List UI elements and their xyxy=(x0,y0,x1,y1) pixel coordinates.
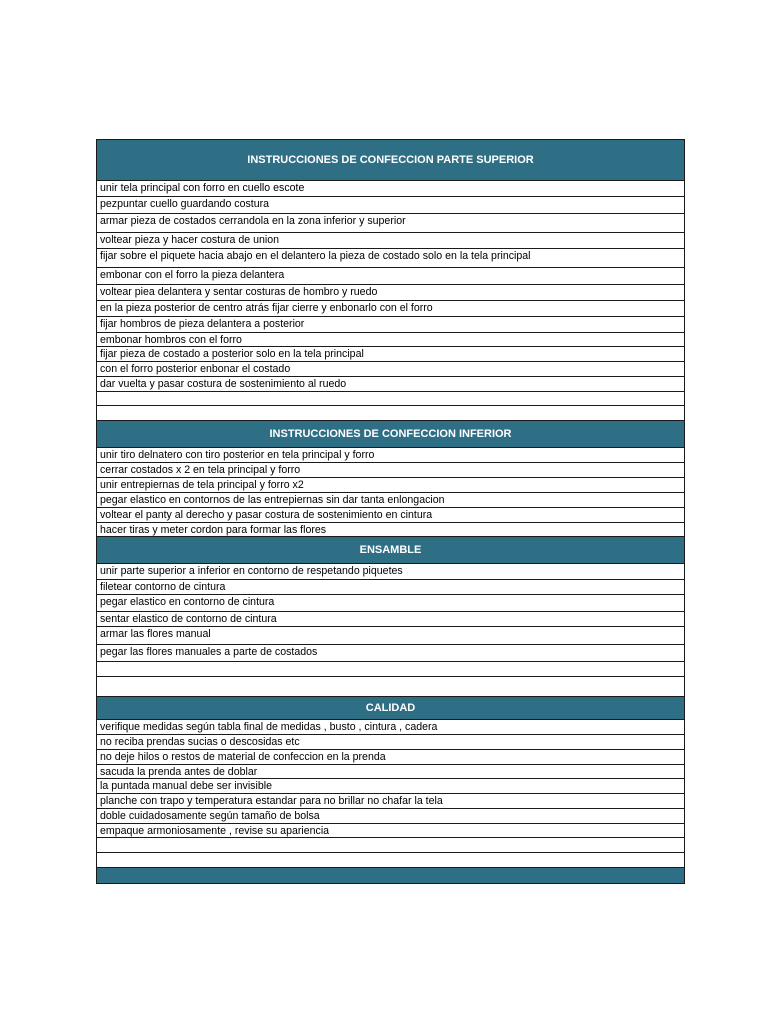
table-row: sentar elastico de contorno de cintura xyxy=(97,612,684,627)
table-row: unir tiro delnatero con tiro posterior en tela principal y forro xyxy=(97,448,684,463)
table-row: filetear contorno de cintura xyxy=(97,580,684,595)
section-header-inferior: INSTRUCCIONES DE CONFECCION INFERIOR xyxy=(97,421,684,448)
table-row: no deje hilos o restos de material de confeccion en la prenda xyxy=(97,750,684,765)
table-row: empaque armoniosamente , revise su apariencia xyxy=(97,824,684,838)
table-row xyxy=(97,406,684,421)
table-row xyxy=(97,838,684,853)
table-row: sacuda la prenda antes de doblar xyxy=(97,765,684,779)
table-row: con el forro posterior enbonar el costado xyxy=(97,362,684,377)
table-row xyxy=(97,853,684,868)
table-row: planche con trapo y temperatura estandar para no brillar no chafar la tela xyxy=(97,794,684,809)
table-row: armar pieza de costados cerrandola en la zona inferior y superior xyxy=(97,214,684,233)
table-row: fijar pieza de costado a posterior solo en la tela principal xyxy=(97,347,684,362)
table-row: unir parte superior a inferior en contorno de respetando piquetes xyxy=(97,564,684,580)
table-row: voltear pieza y hacer costura de union xyxy=(97,233,684,249)
table-row xyxy=(97,677,684,697)
table-row: pezpuntar cuello guardando costura xyxy=(97,197,684,214)
table-row: unir entrepiernas de tela principal y forro x2 xyxy=(97,478,684,493)
footer-band xyxy=(97,868,684,883)
section-header-calidad: CALIDAD xyxy=(97,697,684,720)
table-row: fijar sobre el piquete hacia abajo en el delantero la pieza de costado solo en la tela principal xyxy=(97,249,684,268)
table-row: la puntada manual debe ser invisible xyxy=(97,779,684,794)
table-row: dar vuelta y pasar costura de sostenimiento al ruedo xyxy=(97,377,684,392)
section-header-ensamble: ENSAMBLE xyxy=(97,537,684,564)
table-row: voltear el panty al derecho y pasar costura de sostenimiento en cintura xyxy=(97,508,684,523)
table-row: fijar hombros de pieza delantera a posterior xyxy=(97,317,684,333)
section-header-parte-superior: INSTRUCCIONES DE CONFECCION PARTE SUPERIOR xyxy=(97,140,684,181)
table-row xyxy=(97,392,684,406)
table-row: voltear piea delantera y sentar costuras de hombro y ruedo xyxy=(97,285,684,301)
table-row: pegar las flores manuales a parte de costados xyxy=(97,645,684,662)
table-row: unir tela principal con forro en cuello escote xyxy=(97,181,684,197)
table-row: verifique medidas según tabla final de medidas , busto , cintura , cadera xyxy=(97,720,684,735)
table-row: doble cuidadosamente según tamaño de bolsa xyxy=(97,809,684,824)
table-row: en la pieza posterior de centro atrás fijar cierre y enbonarlo con el forro xyxy=(97,301,684,317)
table-row: embonar con el forro la pieza delantera xyxy=(97,268,684,285)
table-row: pegar elastico en contorno de cintura xyxy=(97,595,684,612)
table-row: hacer tiras y meter cordon para formar las flores xyxy=(97,523,684,537)
table-row: pegar elastico en contornos de las entrepiernas sin dar tanta enlongacion xyxy=(97,493,684,508)
table-row: embonar hombros con el forro xyxy=(97,333,684,347)
instruction-sheet xyxy=(96,139,685,884)
table-row xyxy=(97,662,684,677)
table-row: no reciba prendas sucias o descosidas etc xyxy=(97,735,684,750)
table-row: armar las flores manual xyxy=(97,627,684,645)
table-row: cerrar costados x 2 en tela principal y forro xyxy=(97,463,684,478)
